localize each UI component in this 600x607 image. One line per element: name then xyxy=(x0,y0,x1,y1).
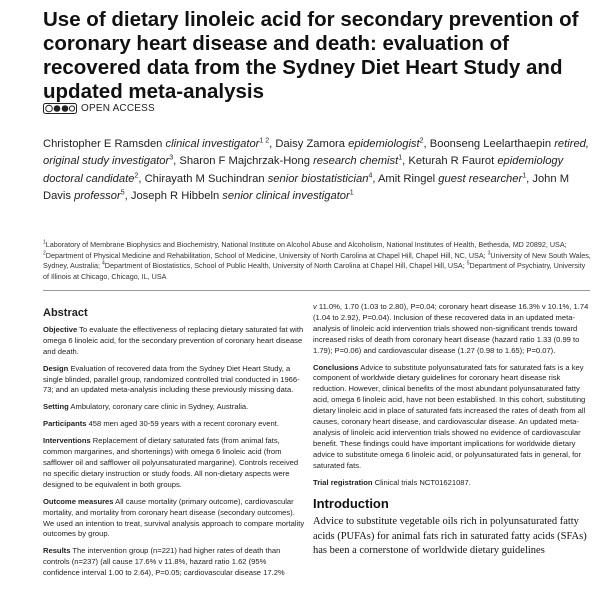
abstract-heading: Abstract xyxy=(43,307,88,319)
abstract-outcome-measures: Outcome measures All cause mortality (primary outcome), cardiovascular mortality, and mortality from coronary heart disease (secondary outcomes). We used an intention to treat, survival analysis approach to compare mortality outcomes by group. xyxy=(43,496,305,539)
author: Joseph R Hibbeln senior clinical investigator$^1$ xyxy=(130,189,354,203)
article-title: Use of dietary linoleic acid for secondary prevention of coronary heart disease and death: evaluation of recovered data from the Sydney Diet Heart Study and updated meta-analysis xyxy=(43,8,579,103)
author: Christopher E Ramsden clinical investigator$^{1 2}$ xyxy=(43,137,270,150)
open-access-icon xyxy=(43,103,77,114)
affiliations: $^1$Laboratory of Membrane Biophysics and Biochemistry, National Institute on Alcohol Abuse and Alcoholism, National Institutes of Health, Bethesda, MD 20892, USA; $^2$Department of Physical Medicine and Rehabilitation, School of Medicine, University of North Carolina at Chapel Hill, Chapel Hill, NC, USA; $^3$University of New South Wales, Sydney, Australia; $^4$Department of Biostatistics, School of Public Health, University of North Carolina at Chapel Hill, Chapel Hill, USA; $^5$Department of Psychiatry, University of Illinois at Chicago, Chicago, IL, USA xyxy=(43,239,591,281)
author: John M Davis professor$^5$ xyxy=(43,172,570,203)
author: Daisy Zamora epidemiologist$^2$ xyxy=(275,137,424,150)
author: Sharon F Majchrzak-Hong research chemist$^1$ xyxy=(179,154,403,168)
author-list: Christopher E Ramsden clinical investigator$^{1 2}$, Daisy Zamora epidemiologist$^2$, Boonseng Leelarthaepin retired, original study investigator$^3$, Sharon F Majchrzak-Hong research chemist$^1$, Keturah R Faurot epidemiology doctoral candidate$^2$, Chirayath M Suchindran senior biostatistician$^4$, Amit Ringel guest researcher$^1$, John M Davis professor$^5$, Joseph R Hibbeln senior clinical investigator$^1$ xyxy=(43,137,590,203)
abstract-participants: Participants 458 men aged 30-59 years with a recent coronary event. xyxy=(43,419,279,429)
abstract-results-continued: v 11.0%, 1.70 (1.03 to 2.80), P=0.04; coronary heart disease 16.3% v 10.1%, 1.74 (1.04 to 2.92), P=0.04). Inclusion of these recovered data in an updated meta-analysis of linoleic acid intervention trials showed non-significant trends toward increased risks of death from coronary heart disease (hazard ratio 1.33 (0.99 to 1.79); P=0.06) and cardiovascular disease (1.27 (0.98 to 1.65); P=0.07). xyxy=(313,302,589,355)
section-divider xyxy=(43,290,590,291)
abstract-results: Results The intervention group (n=221) had higher rates of death than controls (n=237) (all cause 17.6% v 11.8%, hazard ratio 1.62 (95% confidence interval 1.00 to 2.64), P=0.05; cardiovascular disease 17.2% xyxy=(43,546,285,578)
author: Amit Ringel guest researcher$^1$ xyxy=(377,172,527,185)
author: Boonseng Leelarthaepin retired, original study investigator$^3$ xyxy=(43,138,590,168)
introduction-text: Advice to substitute vegetable oils rich in polyunsaturated fatty acids (PUFAs) for animal fats rich in saturated fatty acids (SFAs) has been a cornerstone of worldwide dietary guidelines xyxy=(313,516,587,556)
open-access-badge xyxy=(43,103,155,114)
abstract-conclusions: Conclusions Advice to substitute polyunsaturated fats for saturated fats is a key component of worldwide dietary guidelines for coronary heart disease risk reduction. However, clinical benefits of the most abundant polyunsaturated fatty acid, omega 6 linoleic acid, have not been established. In this cohort, substituting dietary linoleic acid in place of saturated fats increased the rates of death from all causes, coronary heart disease, and cardiovascular disease. An updated meta-analysis of linoleic acid intervention trials showed no evidence of cardiovascular benefit. These findings could have important implications for worldwide dietary advice to substitute omega 6 linoleic acid, or polyunsaturated fats in general, for saturated fats. xyxy=(313,362,586,470)
introduction-heading: Introduction xyxy=(313,495,389,511)
abstract-trial-registration: Trial registration Clinical trials NCT01621087. xyxy=(313,477,471,487)
abstract-objective: Objective To evaluate the effectiveness of replacing dietary saturated fat with omega 6 linoleic acid, for the secondary prevention of coronary heart disease and death. xyxy=(43,324,304,356)
open-access-label: OPEN ACCESS xyxy=(81,103,155,114)
abstract-interventions: Interventions Replacement of dietary saturated fats (from animal fats, common margarines, and shortenings) with omega 6 linoleic acid (from safflower oil and safflower oil polyunsaturated margarine). Controls received no specific dietary instruction or study foods. All non-dietary aspects were designed to be equivalent in both groups. xyxy=(43,436,299,489)
abstract-column-left xyxy=(43,302,305,585)
abstract-design: Design Evaluation of recovered data from the Sydney Diet Heart Study, a single blinded, parallel group, randomized controlled trial conducted in 1966-73; and an updated meta-analysis including these previously missing data. xyxy=(43,363,300,395)
abstract-column-right xyxy=(313,302,591,558)
author: Chirayath M Suchindran senior biostatistician$^4$ xyxy=(144,172,373,185)
abstract-setting: Setting Ambulatory, coronary care clinic in Sydney, Australia. xyxy=(43,402,249,412)
author: Keturah R Faurot epidemiology doctoral candidate$^2$ xyxy=(43,155,564,185)
